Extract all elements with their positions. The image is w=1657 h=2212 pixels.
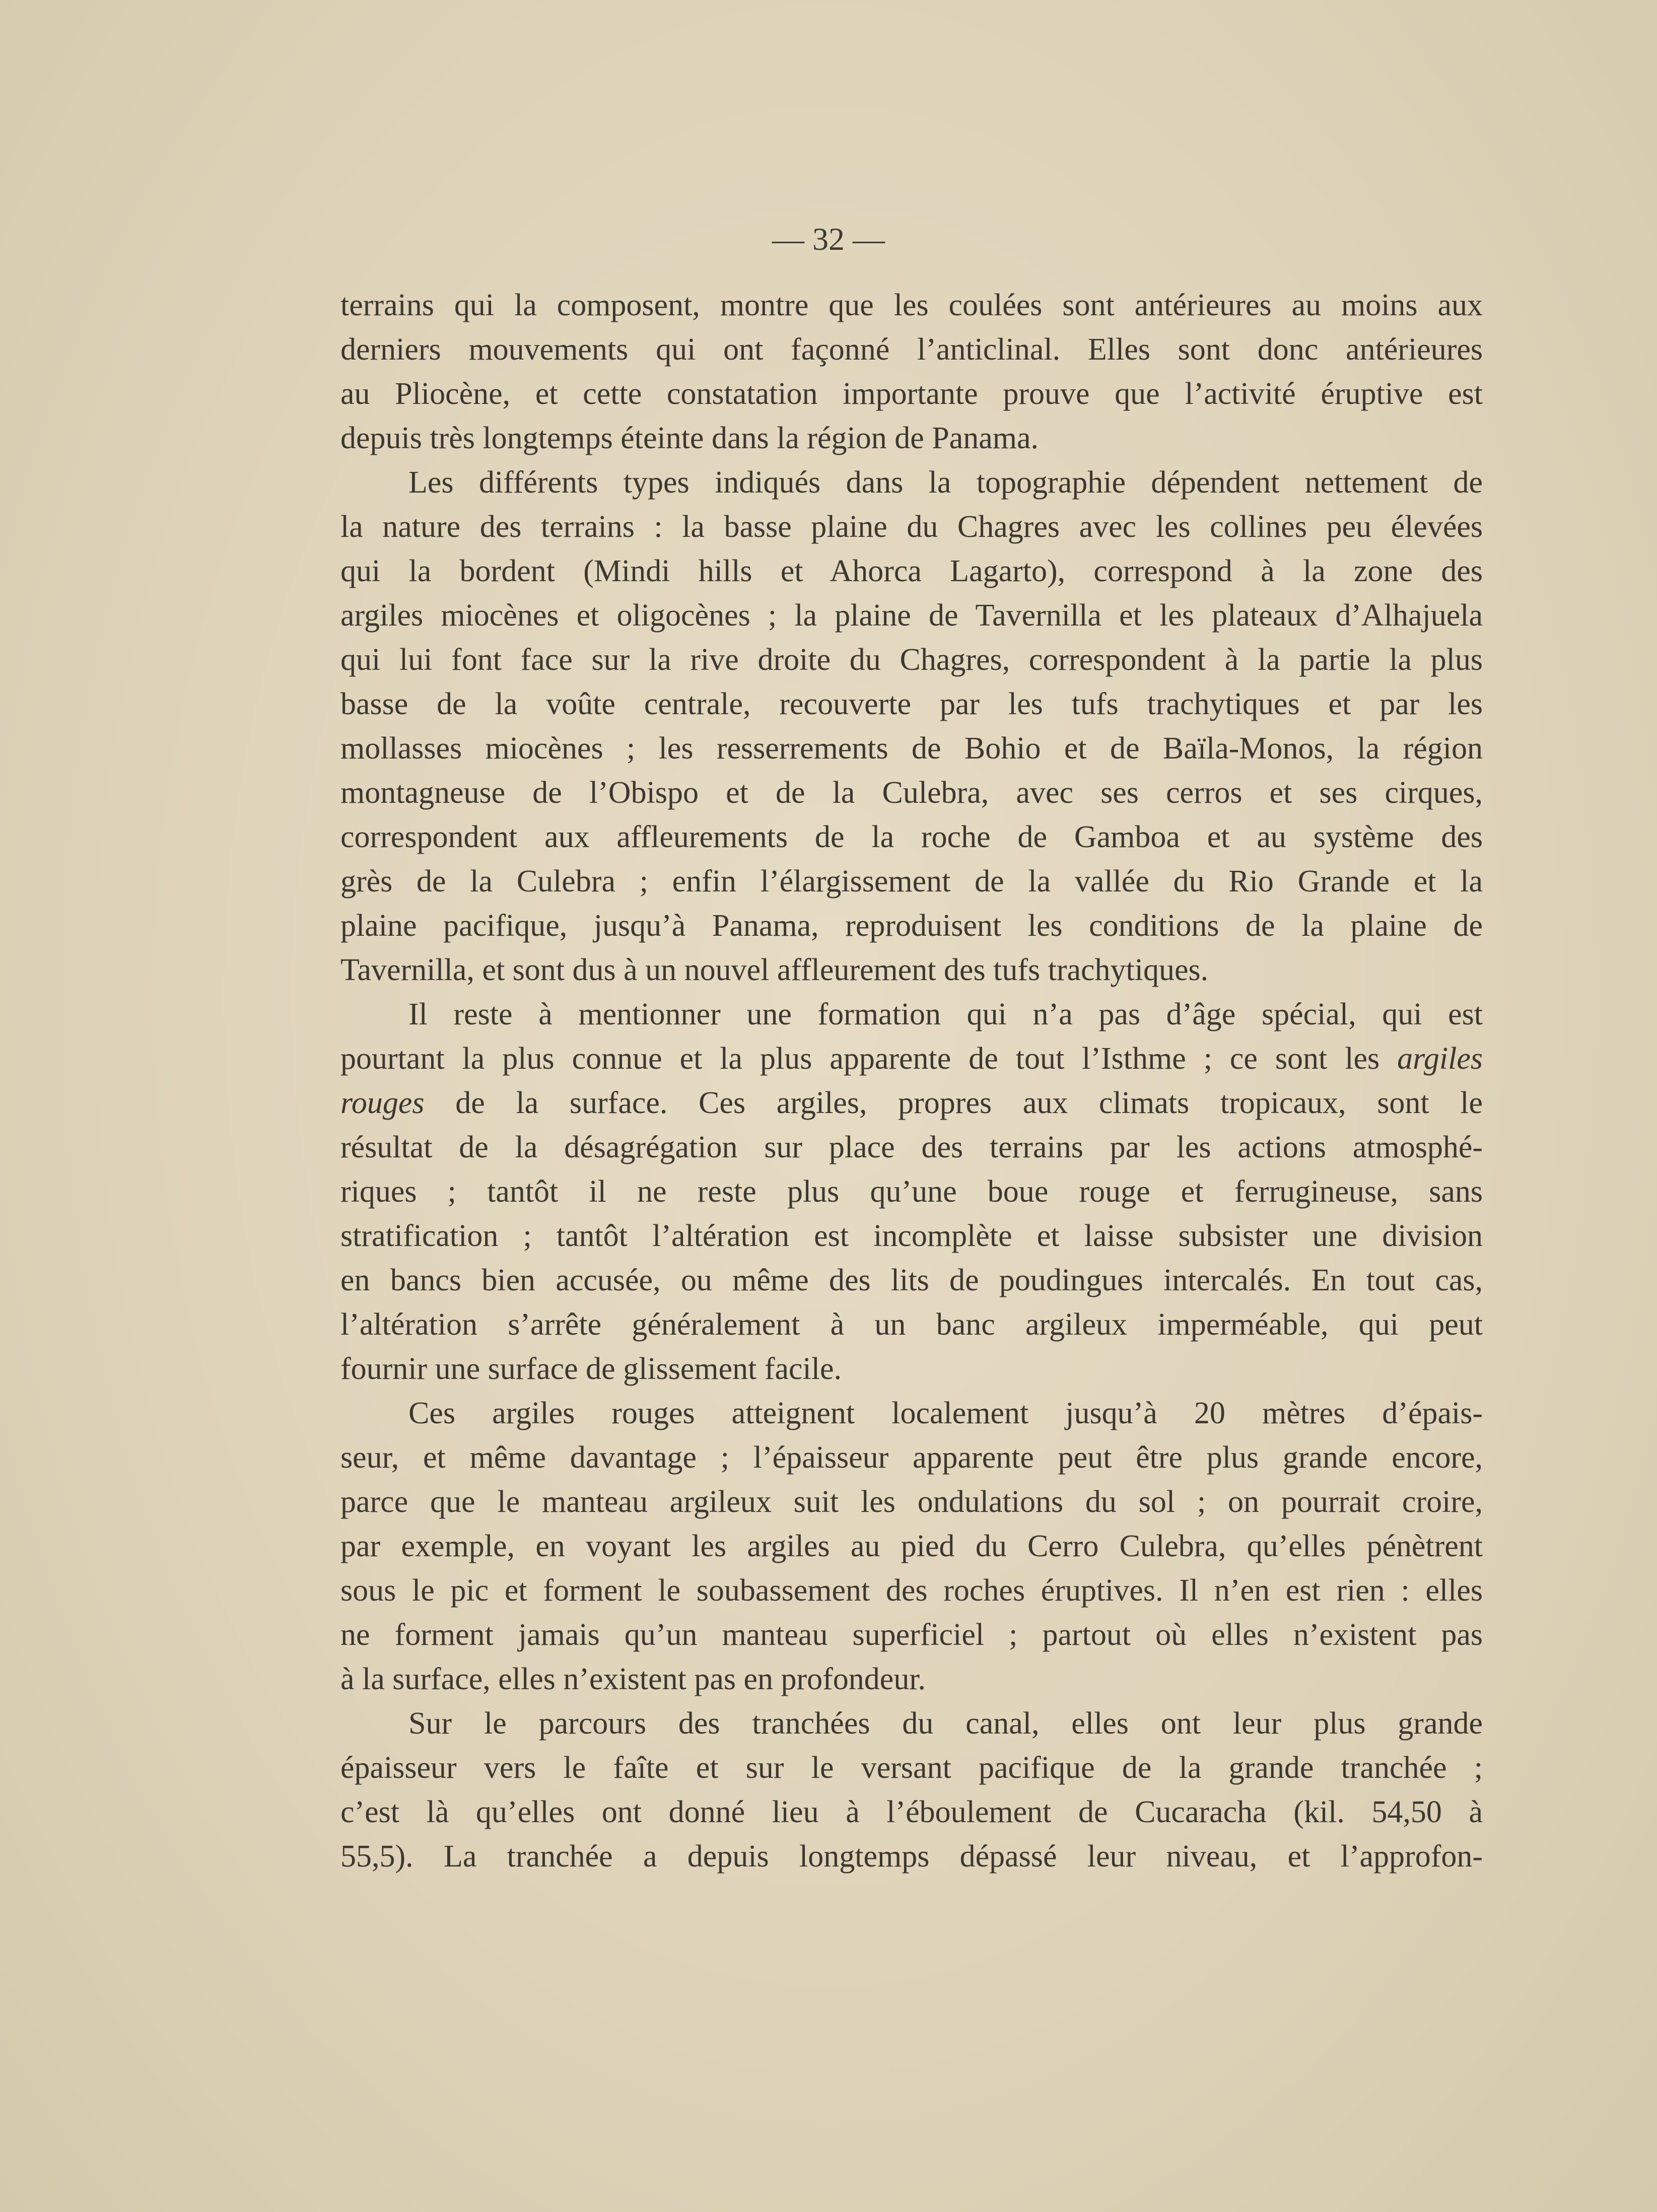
text-line: résultat de la désagrégation sur place des terrains par les actions atmosphé- [340,1130,1483,1164]
text-line: depuis très longtemps éteinte dans la région de Panama. [340,421,1039,455]
text-line: qui la bordent (Mindi hills et Ahorca Lagarto), correspond à la zone des [340,554,1483,588]
text-line: riques ; tantôt il ne reste plus qu’une boue rouge et ferrugineuse, sans [340,1174,1483,1209]
text-line: terrains qui la composent, montre que les coulées sont antérieures au moins aux [340,288,1483,322]
text-line: mollasses miocènes ; les resserrements de Bohio et de Baïla-Monos, la région [340,731,1483,766]
text-segment: de la surface. Ces argiles, propres aux climats tropicaux, sont le [455,1086,1483,1120]
text-line: montagneuse de l’Obispo et de la Culebra, avec ses cerros et ses cirques, [340,776,1483,810]
text-line: parce que le manteau argileux suit les ondulations du sol ; on pourrait croire, [340,1485,1483,1519]
text-line: 55,5). La tranchée a depuis longtemps dépassé leur niveau, et l’approfon- [340,1839,1483,1874]
text-line: par exemple, en voyant les argiles au pied du Cerro Culebra, qu’elles pénètrent [340,1529,1483,1563]
text-line: la nature des terrains : la basse plaine du Chagres avec les collines peu élevées [340,510,1483,544]
text-line: seur, et même davantage ; l’épaisseur apparente peut être plus grande encore, [340,1440,1483,1475]
text-line: en bancs bien accusée, ou même des lits de poudingues intercalés. En tout cas, [340,1263,1483,1297]
text-line: ne forment jamais qu’un manteau superficiel ; partout où elles n’existent pas [340,1618,1483,1652]
text-line: grès de la Culebra ; enfin l’élargissement de la vallée du Rio Grande et la [340,864,1483,898]
text-line: basse de la voûte centrale, recouverte par les tufs trachytiques et par les [340,687,1483,721]
page-number: — 32 — [772,221,885,257]
text-line [340,1081,1483,1125]
body-text [340,283,1483,1879]
text-line: plaine pacifique, jusqu’à Panama, reproduisent les conditions de la plaine de [340,909,1483,943]
text-line: stratification ; tantôt l’altération est incomplète et laisse subsister une division [340,1219,1483,1253]
text-line: Ces argiles rouges atteignent localement jusqu’à 20 mètres d’épais- [408,1396,1483,1430]
text-line: c’est là qu’elles ont donné lieu à l’éboulement de Cucaracha (kil. 54,50 à [340,1795,1483,1829]
text-line: l’altération s’arrête généralement à un banc argileux imperméable, qui peut [340,1307,1483,1342]
text-line: à la surface, elles n’existent pas en profondeur. [340,1662,926,1696]
text-line: Les différents types indiqués dans la topographie dépendent nettement de [408,465,1483,500]
text-line: Sur le parcours des tranchées du canal, elles ont leur plus grande [408,1706,1483,1741]
text-line: correspondent aux affleurements de la roche de Gamboa et au système des [340,820,1483,854]
text-line: Tavernilla, et sont dus à un nouvel affleurement des tufs trachytiques. [340,953,1209,987]
text-line: Il reste à mentionner une formation qui n’a pas d’âge spécial, qui est [408,997,1483,1031]
text-line [340,1036,1483,1081]
text-line: épaisseur vers le faîte et sur le versant pacifique de la grande tranchée ; [340,1751,1483,1785]
text-line: au Pliocène, et cette constatation importante prouve que l’activité éruptive est [340,377,1483,411]
text-line: qui lui font face sur la rive droite du Chagres, correspondent à la partie la plus [340,643,1483,677]
text-line: derniers mouvements qui ont façonné l’anticlinal. Elles sont donc antérieures [340,332,1483,367]
text-line: fournir une surface de glissement facile. [340,1352,842,1386]
text-line: sous le pic et forment le soubassement des roches éruptives. Il n’en est rien : elles [340,1573,1483,1608]
text-line: argiles miocènes et oligocènes ; la plaine de Tavernilla et les plateaux d’Alhajuela [340,598,1483,633]
text-segment: pourtant la plus connue et la plus apparente de tout l’Isthme ; ce sont les [340,1042,1380,1076]
italic-term: rouges [340,1086,425,1120]
italic-term: argiles [1397,1042,1483,1076]
